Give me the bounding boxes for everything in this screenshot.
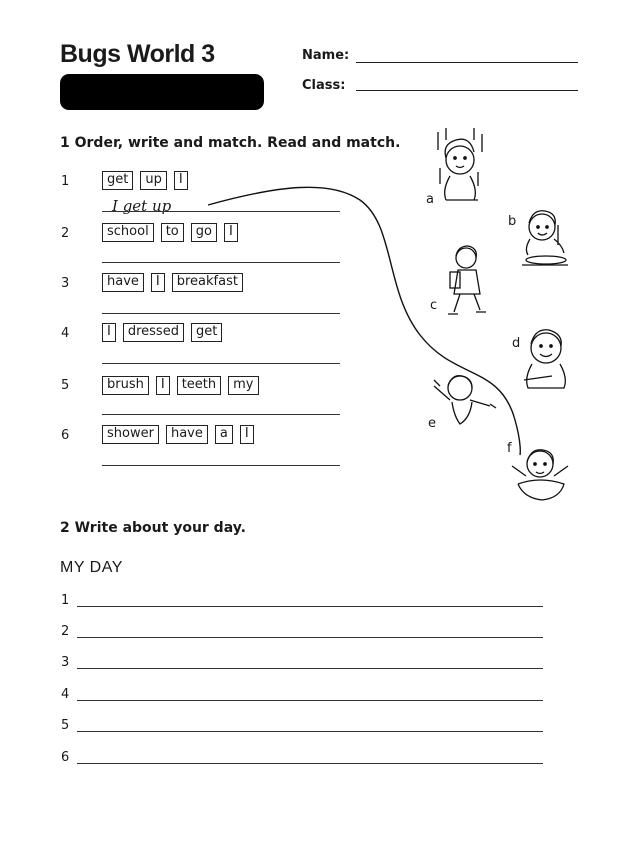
item-number: 6 <box>61 428 70 443</box>
word-tile: I <box>224 223 238 242</box>
item-number: 2 <box>61 226 70 241</box>
line-number: 4 <box>61 687 70 702</box>
class-label: Class: <box>302 78 346 93</box>
word-tile: teeth <box>177 376 221 395</box>
picture-letter: d <box>512 336 521 351</box>
write-line-4[interactable] <box>77 700 543 701</box>
word-tile: have <box>102 273 144 292</box>
picture-letter: c <box>430 298 438 313</box>
write-line-2[interactable] <box>77 637 543 638</box>
word-tile: dressed <box>123 323 184 342</box>
word-tile: get <box>102 171 133 190</box>
item-number: 1 <box>61 174 70 189</box>
picture-letter: b <box>508 214 517 229</box>
section1-instruction: 1 Order, write and match. Read and match. <box>60 135 401 151</box>
school-picture-icon <box>448 246 486 314</box>
item-number: 5 <box>61 378 70 393</box>
my-day-heading: MY DAY <box>60 559 123 576</box>
section2-instruction: 2 Write about your day. <box>60 520 246 536</box>
word-tile: brush <box>102 376 149 395</box>
write-line-6[interactable] <box>77 763 543 764</box>
word-tile: up <box>140 171 167 190</box>
worksheet-title: Bugs World 3 <box>60 40 215 68</box>
brushing-teeth-picture-icon <box>524 330 565 388</box>
word-tile: I <box>156 376 170 395</box>
write-line-3[interactable] <box>77 668 543 669</box>
example-answer: I get up <box>112 197 172 215</box>
picture-letter: f <box>507 441 512 456</box>
getting-up-picture-icon <box>512 450 568 500</box>
word-tile: I <box>174 171 188 190</box>
word-tile: go <box>191 223 217 242</box>
name-label: Name: <box>302 48 350 63</box>
word-tile: school <box>102 223 154 242</box>
word-tile: I <box>240 425 254 444</box>
word-tile: to <box>161 223 184 242</box>
word-tile: get <box>191 323 222 342</box>
line-number: 6 <box>61 750 70 765</box>
match-line <box>208 187 520 455</box>
line-number: 1 <box>61 593 70 608</box>
line-number: 2 <box>61 624 70 639</box>
word-tile: I <box>151 273 165 292</box>
word-tile: have <box>166 425 208 444</box>
write-line-5[interactable] <box>77 731 543 732</box>
write-line-1[interactable] <box>77 606 543 607</box>
item-number: 4 <box>61 326 70 341</box>
word-tile: a <box>215 425 233 444</box>
breakfast-picture-icon <box>522 211 568 265</box>
shower-picture-icon <box>438 128 482 200</box>
getting-dressed-picture-icon <box>434 376 496 424</box>
picture-letter: e <box>428 416 436 431</box>
word-tile: my <box>228 376 258 395</box>
item-number: 3 <box>61 276 70 291</box>
line-number: 5 <box>61 718 70 733</box>
picture-letter: a <box>426 192 434 207</box>
line-number: 3 <box>61 655 70 670</box>
word-tile: shower <box>102 425 159 444</box>
word-tile: breakfast <box>172 273 243 292</box>
word-tile: I <box>102 323 116 342</box>
